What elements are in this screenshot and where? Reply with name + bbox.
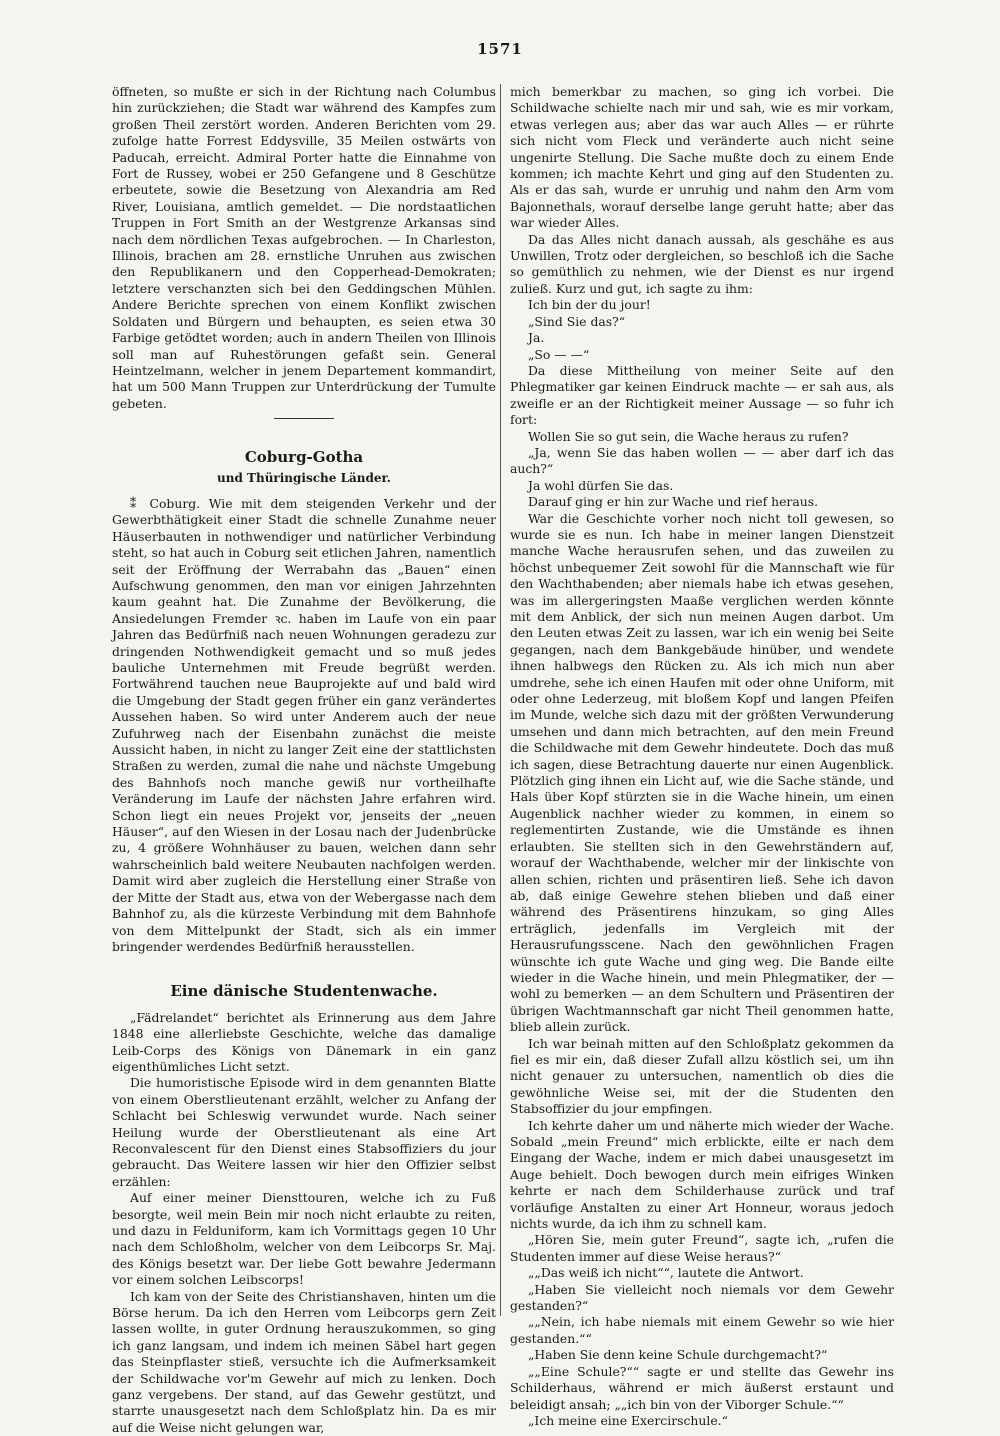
article-paragraph: Ich bin der du jour!: [528, 297, 651, 313]
article-paragraph: Ja wohl dürfen Sie das.: [528, 477, 674, 493]
article-paragraph: „Fädrelandet“ berichtet als Erinnerung aus dem Jahre 1848 eine allerliebste Geschichte, welche das damalige Leib-Corps des Königs von Dänemark in ein ganz eigenthümliches Licht setzt.: [112, 1009, 496, 1074]
article-paragraph: „„Eine Schule?““ sagte er und stellte das Gewehr ins Schilderhaus, während er mich äußerst erstaunt und beleidigt ansah; „„ich bin von der Viborger Schule.““: [510, 1363, 894, 1412]
article-paragraph: „Haben Sie denn keine Schule durchgemacht?“: [528, 1347, 828, 1363]
article-title-studentenwache: Eine dänische Studentenwache.: [170, 982, 438, 1001]
article-paragraph: „Sind Sie das?“: [528, 313, 626, 329]
article-paragraph: War die Geschichte vorher noch nicht toll gewesen, so wurde sie es nun. Ich habe in meiner langen Dienstzeit manche Wache herausrufen sehen, und das zuweilen zu höchst unbequemer Zeit sowohl für die Mannschaft wie für den Wachthabenden; aber niemals habe ich etwas gesehen, was im allergeringsten Maaße verglichen werden könnte mit dem Anblick, der sich nun meinen Augen darbot. Um den Leuten etwas Zeit zu lassen, war ich ein wenig bei Seite gegangen, nach dem Bankgebäude hinüber, und wendete ihnen halbwegs den Rücken zu. Als ich mich nun aber umdrehe, sehe ich einen Haufen mit oder ohne Uniform, mit oder ohne Lederzeug, mit bloßem Kopf und langen Pfeifen im Munde, welche sich dazu mit der größten Verwunderung umsehen und dann mich betrachten, auf den mein Freund die Schildwache mit dem Gewehr hindeutete. Doch das muß ich sagen, diese Betrachtung dauerte nur einen Augenblick. Plötzlich ging ihnen ein Licht auf, wie die Sache stände, und Hals über Kopf stürzten sie in die Wache hinein, um einen Augenblick nachher wieder zu kommen, in einem so reglementirten Zustande, wie die Umstände es ihnen erlaubten. Sie stellten sich in den Gewehrständern auf, worauf der Wachthabende, welcher mir der linkischte von allen schien, richten und präsentiren ließ. Sehe ich davon ab, daß einige Gewehre stehen blieben und daß einer während des Präsentirens hinzukam, so ging Alles erträglich, jedenfalls im Vergleich mit der Herausrufungsscene. Nach den gewöhnlichen Fragen wünschte ich gute Wache und ging weg. Die Bande eilte wieder in die Wache hinein, und mein Phlegmatiker, der — wohl zu bemerken — an dem Schultern und Präsentiren der übrigen Wachtmannschaft gar nicht Theil genommen hatte, blieb allein zurück.: [510, 510, 894, 1035]
page-number: 1571: [477, 40, 523, 58]
article-paragraph: Ich war beinah mitten auf den Schloßplatz gekommen da fiel es mir ein, daß dieser Zufall allzu köstlich sei, um ihn nicht genauer zu untersuchen, namentlich ob dies die gewöhnliche Weise sei, mit der die Studenten den Stabsoffizier du jour empfingen.: [510, 1035, 894, 1117]
article-paragraph: mich bemerkbar zu machen, so ging ich vorbei. Die Schildwache schielte nach mir und sah, wie es mir vorkam, etwas verlegen aus; aber das war auch Alles — er rührte sich nicht vom Fleck und veränderte auch nicht seine ungenirte Stellung. Die Sache mußte doch zu einem Ende kommen; ich machte Kehrt und ging auf den Studenten zu. Als er das sah, wurde er unruhig und nahm den Arm vom Bajonnethals, worauf derselbe lange geruht hatte; aber das war wieder Alles.: [510, 84, 894, 231]
article-paragraph: Die humoristische Episode wird in dem genannten Blatte von einem Oberstlieutenant erzählt, welcher zu Anfang der Schlacht bei Schleswig verwundet wurde. Nach seiner Heilung wurde der Oberstlieutenant als eine Art Reconvalescent für den Dienst eines Stabsoffiziers du jour gebraucht. Das Weitere lassen wir hier den Offizier selbst erzählen:: [112, 1075, 496, 1189]
article-paragraph: Ja.: [528, 330, 545, 346]
article-paragraph: Auf einer meiner Diensttouren, welche ich zu Fuß besorgte, weil mein Bein mir noch nicht erlaubte zu reiten, und dazu in Felduniform, kam ich Vormittags gegen 10 Uhr nach dem Schloßholm, welcher von dem Leibcorps Sr. Maj. des Königs besetzt war. Der liebe Gott bewahre Jedermann vor einem solchen Leibscorps!: [112, 1190, 496, 1288]
article-paragraph: „So — —“: [528, 346, 590, 362]
column-divider: [500, 84, 501, 1316]
article-paragraph: Da diese Mittheilung von meiner Seite auf den Phlegmatiker gar keinen Eindruck machte — er sah aus, als zweifle er an der Richtigkeit meiner Aussage — so fuhr ich fort:: [510, 362, 894, 428]
intro-paragraph: öffneten, so mußte er sich in der Richtung nach Columbus hin zurückziehen; die Stadt war während des Kampfes zum großen Theil zerstört worden. Anderen Berichten vom 29. zufolge hatte Forrest Eddysville, 35 Meilen ostwärts von Paducah, erreicht. Admiral Porter hatte die Einnahme von Fort de Russey, wobei er 250 Gefangene und 8 Geschütze erbeutete, sowie die Besetzung von Alexandria am Red River, Louisiana, amtlich gemeldet. — Die nordstaatlichen Truppen in Fort Smith an der Westgrenze Arkansas sind nach dem nördlichen Texas aufgebrochen. — In Charleston, Illinois, brachen am 28. ernstliche Unruhen aus zwischen den Republikanern und den Copperhead-Demokraten; letztere verschanzten sich bei den Geddingschen Mühlen. Andere Berichte sprechen von einem Konflikt zwischen Soldaten und Bürgern und behaupten, es seien etwa 30 Farbige getödtet worden; auch in andern Theilen von Illinois soll man auf Ruhestörungen gefaßt sein. General Heintzelmann, welcher in jenem Departement kommandirt, hat um 500 Mann Truppen zur Unterdrückung der Tumulte gebeten.: [112, 84, 496, 411]
article-paragraph: „„Nein, ich habe niemals mit einem Gewehr so wie hier gestanden.““: [510, 1314, 894, 1346]
section-divider: [274, 418, 334, 419]
section-title-coburg-gotha: Coburg-Gotha: [244, 448, 364, 467]
section-subtitle: und Thüringische Länder.: [217, 470, 391, 485]
article-paragraph: „Ich meine eine Exercirschule.“: [528, 1412, 728, 1428]
article-paragraph: „Ja, wenn Sie das haben wollen — — aber darf ich das auch?“: [510, 444, 894, 477]
article-paragraph: „Hören Sie, mein guter Freund“, sagte ich, „rufen die Studenten immer auf diese Weise heraus?“: [510, 1232, 894, 1264]
article-paragraph: Darauf ging er hin zur Wache und rief heraus.: [528, 494, 819, 510]
article-paragraph: „Haben Sie vielleicht noch niemals vor dem Gewehr gestanden?“: [510, 1281, 894, 1314]
article-paragraph: Wollen Sie so gut sein, die Wache heraus zu rufen?: [528, 428, 849, 444]
article-paragraph: „„Das weiß ich nicht““, lautete die Antwort.: [528, 1265, 804, 1281]
article-paragraph: Da das Alles nicht danach aussah, als geschähe es aus Unwillen, Trotz oder dergleichen, so beschloß ich die Sache so gemüthlich zu nehmen, wie der Dienst es nur irgend zuließ. Kurz und gut, ich sagte zu ihm:: [510, 231, 894, 296]
article-paragraph: ⁑ Coburg. Wie mit dem steigenden Verkehr und der Gewerbthätigkeit einer Stadt die schnelle Zunahme neuer Häuserbauten in nothwendiger und natürlicher Verbindung steht, so hat auch in Coburg seit etlichen Jahren, namentlich seit der Eröffnung der Werrabahn das „Bauen“ einen Aufschwung genommen, den man vor einigen Jahrzehnten kaum geahnt hat. Die Zunahme der Bevölkerung, die Ansiedelungen Fremder ꝛc. haben im Laufe von ein paar Jahren das Bedürfniß nach neuen Wohnungen geradezu zur dringenden Nothwendigkeit gemacht und so muß jedes bauliche Unternehmen mit Freude begrüßt werden. Fortwährend tauchen neue Bauprojekte auf und bald wird die Umgebung der Stadt gegen früher ein ganz verändertes Aussehen haben. So wird unter Anderem auch der neue Zufuhrweg nach der Eisenbahn zunächst die meiste Aussicht haben, in nicht zu langer Zeit eine der stattlichsten Straßen zu werden, zumal die nahe und nächste Umgebung des Bahnhofs noch manche gewiß nur vortheilhafte Veränderung im Laufe der nächsten Jahre erfahren wird. Schon liegt ein neues Projekt vor, jenseits der „neuen Häuser“, auf den Wiesen in der Losau nach der Judenbrücke zu, 4 größere Wohnhäuser zu bauen, welchen dann sehr wahrscheinlich bald weitere Neubauten nachfolgen werden. Damit wird aber zugleich die Herstellung einer Straße von der Mitte der Stadt aus, etwa von der Webergasse nach dem Bahnhof zu, als die kürzeste Verbindung mit dem Bahnhofe von dem Mittelpunkt der Stadt, sich als ein immer bringender werdendes Bedürfniß herausstellen.: [112, 495, 496, 954]
article-paragraph: Ich kehrte daher um und näherte mich wieder der Wache. Sobald „mein Freund“ mich erblickte, eilte er nach dem Eingang der Wache, indem er mich dabei unausgesetzt im Auge behielt. Doch bewogen durch mein eifriges Winken kehrte er nach dem Schilderhause zurück und traf vorläufige Anstalten zu einer Art Honneur, woraus jedoch nichts wurde, da ich ihm zu schnell kam.: [510, 1117, 894, 1232]
article-paragraph: Ich kam von der Seite des Christianshaven, hinten um die Börse herum. Da ich den Herren vom Leibcorps gern Zeit lassen wollte, in guter Ordnung herauszukommen, so ging ich ganz langsam, und indem ich meinen Säbel hart gegen das Steinpflaster stieß, versuchte ich die Aufmerksamkeit der Schildwache vor'm Gewehr auf mich zu lenken. Doch ganz vergebens. Der stand, auf das Gewehr gestützt, und starrte unausgesetzt nach dem Schloßplatz hin. Da es mir auf die Weise nicht gelungen war,: [112, 1288, 496, 1435]
right-column: [510, 84, 894, 1428]
left-column: [112, 84, 496, 1435]
